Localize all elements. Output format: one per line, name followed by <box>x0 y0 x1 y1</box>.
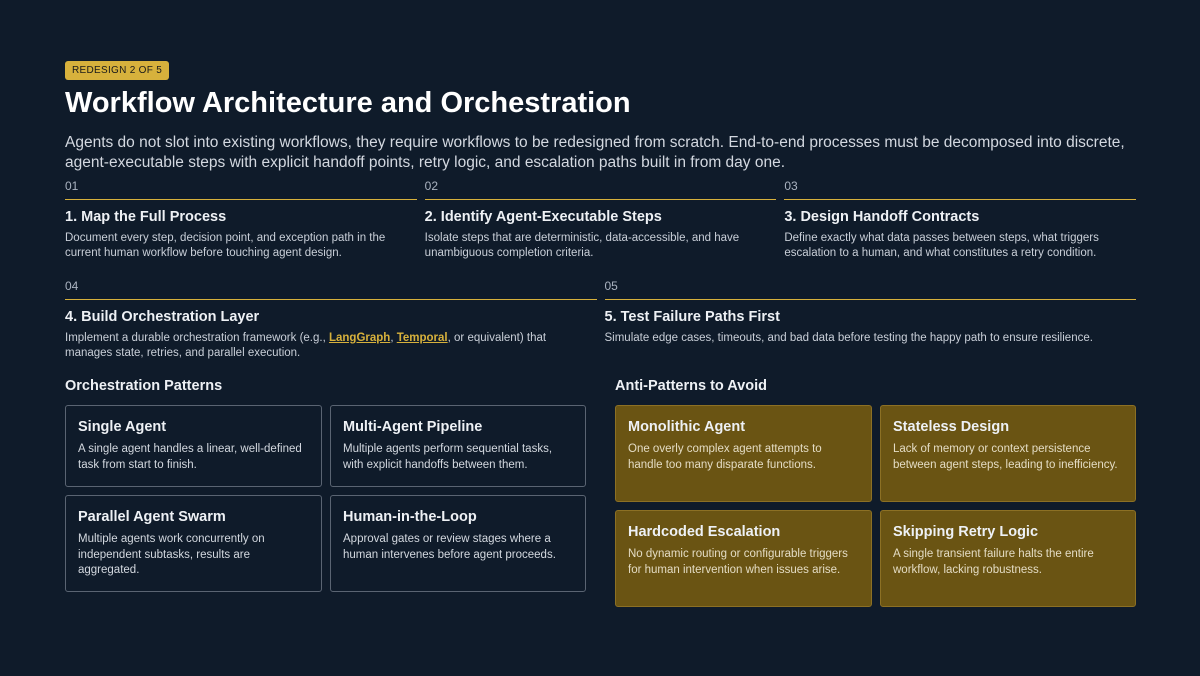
slide <box>65 60 1136 361</box>
step-number: 05 <box>605 279 1137 300</box>
step-desc-post: , or equivalent) that manages state, retries, and parallel execution. <box>65 332 547 359</box>
pattern-card <box>330 495 586 592</box>
anti-pattern-card <box>880 510 1136 607</box>
step-5 <box>605 279 1137 361</box>
steps-row-1 <box>65 179 1136 261</box>
step-description: Isolate steps that are deterministic, data-accessible, and have unambiguous completion criteria. <box>424 232 740 259</box>
step-title: 2. Identify Agent-Executable Steps <box>424 209 662 225</box>
card-title: Human-in-the-Loop <box>343 509 477 525</box>
patterns-section <box>65 378 1136 607</box>
step-title: 1. Map the Full Process <box>65 209 227 225</box>
step-number: 01 <box>65 179 417 200</box>
step-number: 03 <box>784 179 1136 200</box>
anti-patterns-grid <box>615 405 1136 607</box>
orchestration-patterns <box>65 378 586 607</box>
card-description: Approval gates or review stages where a human intervenes before agent proceeds. <box>343 533 556 561</box>
card-description: One overly complex agent attempts to handle too many disparate functions. <box>628 443 822 471</box>
card-title: Parallel Agent Swarm <box>78 509 226 525</box>
card-description: Lack of memory or context persistence between agent steps, leading to inefficiency. <box>893 443 1118 471</box>
intro-paragraph: Agents do not slot into existing workflows, they require workflows to be redesigned from scratch. End-to-end processes must be decomposed into discrete, agent-executable steps with explicit handoff points, retry logic, and escalation paths built in from day one. <box>65 134 1125 171</box>
card-description: No dynamic routing or configurable triggers for human intervention when issues arise. <box>628 548 848 576</box>
step-1 <box>65 179 417 261</box>
anti-patterns-heading: Anti-Patterns to Avoid <box>615 378 767 394</box>
step-title: 3. Design Handoff Contracts <box>784 209 980 225</box>
step-4 <box>65 279 597 361</box>
step-number: 02 <box>425 179 777 200</box>
card-description: A single agent handles a linear, well-defined task from start to finish. <box>78 443 302 471</box>
card-description: Multiple agents perform sequential tasks, with explicit handoffs between them. <box>343 443 553 471</box>
steps-row-2 <box>65 279 1136 361</box>
anti-pattern-card <box>880 405 1136 502</box>
step-desc-sep: , <box>390 332 397 344</box>
step-desc-pre: Implement a durable orchestration framework (e.g., <box>65 332 329 344</box>
patterns-heading: Orchestration Patterns <box>65 378 223 394</box>
anti-patterns <box>615 378 1136 607</box>
step-description: Document every step, decision point, and exception path in the current human workflow before touching agent design. <box>65 232 386 259</box>
step-title: 5. Test Failure Paths First <box>604 309 780 325</box>
step-3 <box>784 179 1136 261</box>
step-title: 4. Build Orchestration Layer <box>65 309 260 325</box>
card-title: Multi-Agent Pipeline <box>343 419 483 435</box>
step-2 <box>425 179 777 261</box>
langgraph-link[interactable]: LangGraph <box>328 332 391 344</box>
step-description: Define exactly what data passes between steps, what triggers escalation to a human, and what constitutes a retry condition. <box>784 232 1099 259</box>
pattern-card <box>65 495 322 592</box>
patterns-grid <box>65 405 586 592</box>
temporal-link[interactable]: Temporal <box>396 332 448 344</box>
card-title: Single Agent <box>78 419 167 435</box>
pattern-card <box>330 405 586 487</box>
card-description: A single transient failure halts the entire workflow, lacking robustness. <box>893 548 1094 576</box>
anti-pattern-card <box>615 510 872 607</box>
card-title: Skipping Retry Logic <box>893 524 1039 540</box>
card-title: Stateless Design <box>893 419 1010 435</box>
anti-pattern-card <box>615 405 872 502</box>
pattern-card <box>65 405 322 487</box>
step-description: Simulate edge cases, timeouts, and bad data before testing the happy path to ensure resilience. <box>604 332 1093 344</box>
card-title: Monolithic Agent <box>628 419 746 435</box>
card-title: Hardcoded Escalation <box>628 524 781 540</box>
section-badge: REDESIGN 2 OF 5 <box>65 61 169 80</box>
step-description <box>65 331 597 361</box>
step-number: 04 <box>65 279 597 300</box>
card-description: Multiple agents work concurrently on independent subtasks, results are aggregated. <box>78 533 265 576</box>
page-title: Workflow Architecture and Orchestration <box>65 87 631 119</box>
